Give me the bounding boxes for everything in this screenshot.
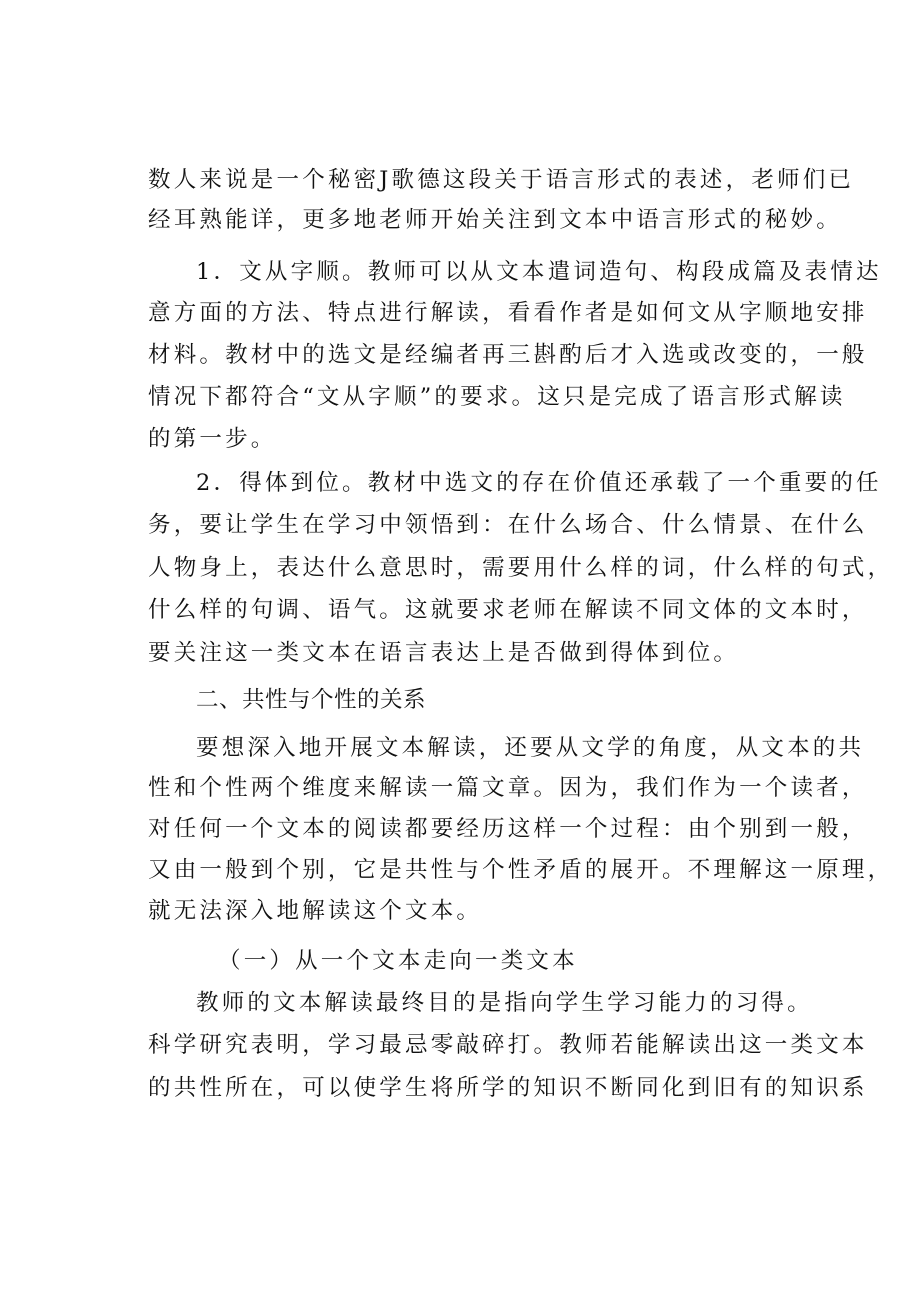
section-heading: 二、共性与个性的关系 — [196, 687, 427, 713]
paragraph-line: 又由一般到个别，它是共性与个性矛盾的展开。不理解这一原理， — [148, 857, 894, 883]
paragraph-line: 要关注这一类文本在语言表达上是否做到得体到位。 — [148, 640, 740, 666]
paragraph-line: 对任何一个文本的阅读都要经历这样一个过程：由个别到一般， — [148, 816, 868, 842]
paragraph-line: 人物身上，表达什么意思时，需要用什么样的词，什么样的句式， — [148, 555, 894, 581]
paragraph-line: 2．得体到位。教材中选文的存在价值还承载了一个重要的任 — [196, 470, 882, 496]
paragraph-line: 的第一步。 — [148, 426, 277, 452]
paragraph-line: 材料。教材中的选文是经编者再三斟酌后才入选或改变的，一般 — [148, 342, 868, 368]
paragraph-line: 就无法深入地解读这个文本。 — [148, 898, 483, 924]
paragraph-line: 要想深入地开展文本解读，还要从文学的角度，从文本的共 — [196, 735, 865, 761]
subsection-heading: （一）从一个文本走向一类文本 — [218, 948, 578, 974]
paragraph-line: 什么样的句调、语气。这就要求老师在解读不同文体的文本时， — [148, 597, 868, 623]
paragraph-line: 1．文从字顺。教师可以从文本遣词造句、构段成篇及表情达 — [196, 259, 882, 285]
paragraph-line: 意方面的方法、特点进行解读，看看作者是如何文从字顺地安排 — [148, 300, 868, 326]
paragraph-line: 教师的文本解读最终目的是指向学生学习能力的习得。 — [196, 990, 813, 1016]
paragraph-line: 的共性所在，可以使学生将所学的知识不断同化到旧有的知识系 — [148, 1075, 868, 1101]
paragraph-line: 性和个性两个维度来解读一篇文章。因为，我们作为一个读者， — [148, 775, 868, 801]
paragraph-line: 科学研究表明，学习最忌零敲碎打。教师若能解读出这一类文本 — [148, 1032, 868, 1058]
paragraph-line: 务，要让学生在学习中领悟到：在什么场合、什么情景、在什么 — [148, 512, 868, 538]
paragraph-line: 经耳熟能详，更多地老师开始关注到文本中语言形式的秘妙。 — [148, 207, 842, 233]
paragraph-line: 情况下都符合“文从字顺”的要求。这只是完成了语言形式解读 — [148, 384, 846, 410]
paragraph-line: 数人来说是一个秘密J歌德这段关于语言形式的表述，老师们已 — [148, 167, 855, 193]
